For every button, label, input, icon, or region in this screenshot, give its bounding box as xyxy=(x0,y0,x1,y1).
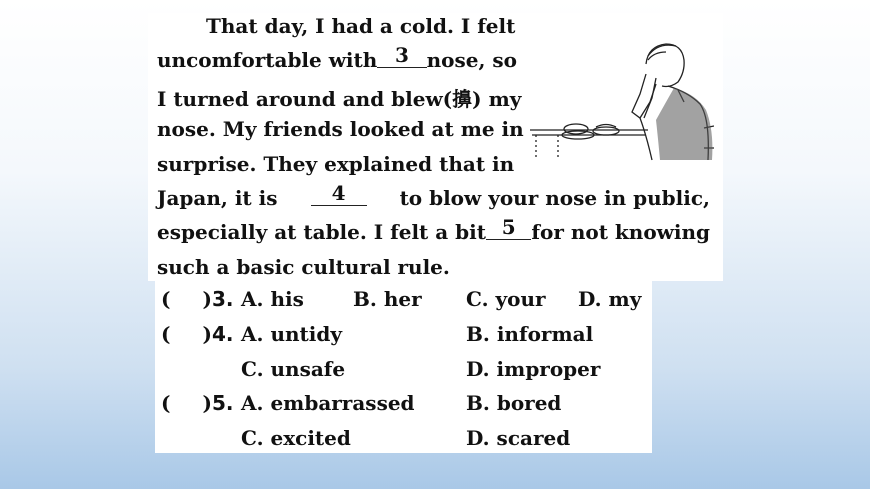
blank-5[interactable]: 5 xyxy=(486,216,531,240)
question-3: ( )3. xyxy=(161,287,234,311)
passage-line-6: Japan, it is 4 to blow your nose in public, xyxy=(157,181,710,210)
option-3a[interactable]: A. his xyxy=(241,287,304,311)
man-blowing-nose-illustration xyxy=(528,38,714,162)
passage-line-3: I turned around and blew(擤) my xyxy=(157,87,522,111)
question-4: ( )4. xyxy=(161,322,234,346)
option-3d[interactable]: D. my xyxy=(578,287,642,311)
option-4b[interactable]: B. informal xyxy=(466,322,594,346)
question-5: ( )5. xyxy=(161,391,234,415)
blank-3[interactable]: 3 xyxy=(377,44,426,68)
option-5c[interactable]: C. excited xyxy=(241,426,351,450)
option-4d[interactable]: D. improper xyxy=(466,357,601,381)
answer-paren-4[interactable]: ( ) xyxy=(161,322,212,346)
answer-paren-3[interactable]: ( ) xyxy=(161,287,212,311)
passage-line-1: That day, I had a cold. I felt xyxy=(206,14,516,38)
option-5b[interactable]: B. bored xyxy=(466,391,562,415)
passage-line-2: uncomfortable with 3 nose, so xyxy=(157,43,517,72)
passage-line-4: nose. My friends looked at me in xyxy=(157,117,524,141)
option-4c[interactable]: C. unsafe xyxy=(241,357,346,381)
option-3b[interactable]: B. her xyxy=(353,287,422,311)
option-5a[interactable]: A. embarrassed xyxy=(241,391,415,415)
blank-4[interactable]: 4 xyxy=(311,182,367,206)
option-4a[interactable]: A. untidy xyxy=(241,322,342,346)
option-5d[interactable]: D. scared xyxy=(466,426,571,450)
passage-line-7: especially at table. I felt a bit 5 for not knowing xyxy=(157,215,710,244)
passage-line-5: surprise. They explained that in xyxy=(157,152,515,176)
passage-line-8: such a basic cultural rule. xyxy=(157,255,450,279)
answer-paren-5[interactable]: ( ) xyxy=(161,391,212,415)
option-3c[interactable]: C. your xyxy=(466,287,546,311)
